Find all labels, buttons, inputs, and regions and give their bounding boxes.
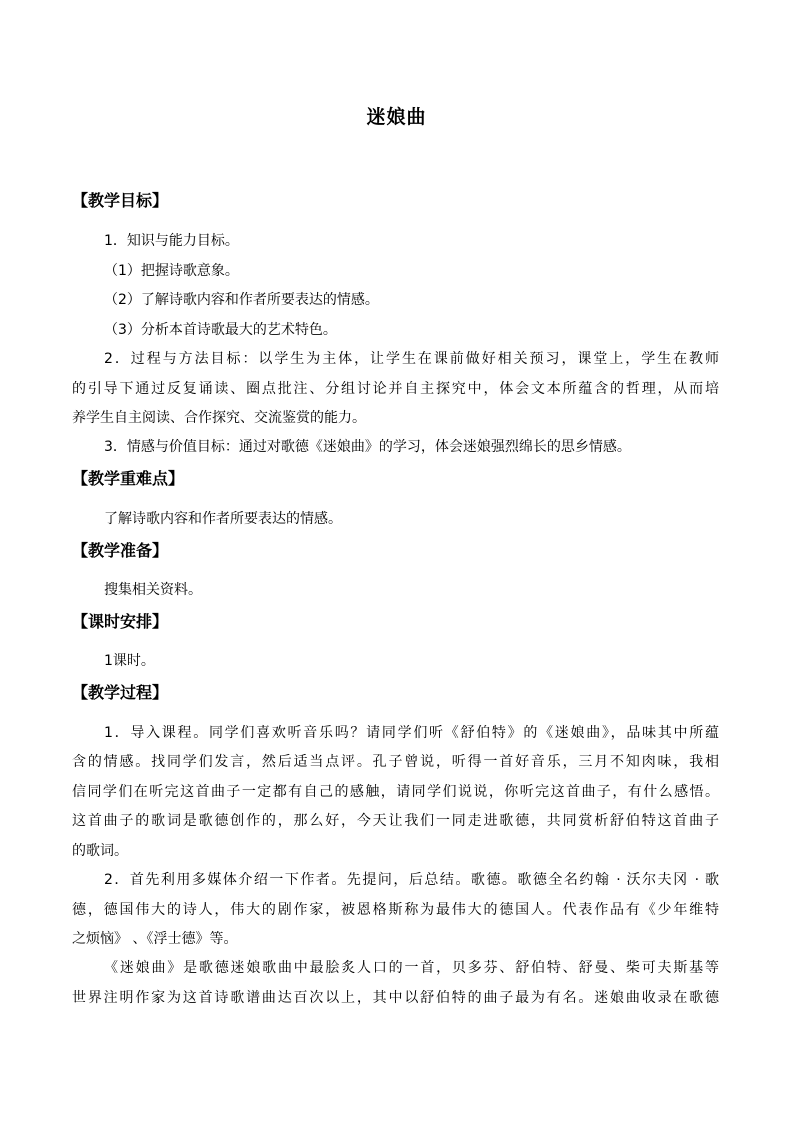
- document-title: 迷娘曲: [366, 106, 427, 128]
- paragraph-line: 含的情感。找同学们发言，然后适当点评。孔子曾说，听得一首好音乐，三月不知肉味，我相: [72, 754, 719, 770]
- paragraph-line: 世界注明作家为这首诗歌谱曲达百次以上，其中以舒伯特的曲子最为有名。迷娘曲收录在歌德: [72, 990, 719, 1006]
- section-heading-keypoints: 【教学重难点】: [72, 469, 185, 488]
- paragraph-line: 搜集相关资料。: [104, 582, 202, 598]
- paragraph-line: 这首曲子的歌词是歌德创作的，那么好，今天让我们一同走进歌德，共同赏析舒伯特这首曲子: [72, 813, 719, 829]
- paragraph-line: 信同学们在听完这首曲子一定都有自己的感触，请同学们说说，你听完这首曲子，有什么感悟。: [72, 784, 719, 800]
- paragraph-line: 德，德国伟大的诗人，伟大的剧作家，被恩格斯称为最伟大的德国人。代表作品有《少年维特: [72, 902, 719, 918]
- paragraph-line: 1．导入课程。同学们喜欢听音乐吗？请同学们听《舒伯特》的《迷娘曲》，品味其中所蕴: [104, 725, 719, 741]
- paragraph-line: （1）把握诗歌意象。: [104, 263, 239, 279]
- section-heading-goals: 【教学目标】: [72, 191, 169, 210]
- paragraph-line: 2．过程与方法目标：以学生为主体，让学生在课前做好相关预习，课堂上，学生在教师: [104, 351, 719, 367]
- paragraph-line: 了解诗歌内容和作者所要表达的情感。: [104, 511, 342, 527]
- paragraph-line: （2）了解诗歌内容和作者所要表达的情感。: [104, 292, 379, 308]
- paragraph-line: 的歌词。: [72, 843, 128, 859]
- paragraph-line: 的引导下通过反复诵读、圈点批注、分组讨论并自主探究中，体会文本所蕴含的哲理，从而培: [72, 381, 719, 397]
- paragraph-line: 之烦恼》 、《浮士德》等。: [72, 931, 238, 947]
- paragraph-line: 3．情感与价值目标：通过对歌德《迷娘曲》的学习，体会迷娘强烈绵长的思乡情感。: [104, 439, 631, 455]
- paragraph-line: 《迷娘曲》是歌德迷娘歌曲中最脍炙人口的一首，贝多芬、舒伯特、舒曼、柴可夫斯基等: [104, 960, 719, 976]
- paragraph-line: 1．知识与能力目标。: [104, 233, 239, 249]
- section-heading-schedule: 【课时安排】: [72, 612, 169, 631]
- paragraph-line: （3）分析本首诗歌最大的艺术特色。: [104, 322, 337, 338]
- section-heading-prep: 【教学准备】: [72, 541, 169, 560]
- paragraph-line: 2．首先利用多媒体介绍一下作者。先提问，后总结。歌德。歌德全名约翰 · 沃尔夫冈 · 歌: [104, 872, 719, 888]
- paragraph-line: 1课时。: [104, 653, 155, 669]
- paragraph-line: 养学生自主阅读、合作探究、交流鉴赏的能力。: [72, 410, 366, 426]
- section-heading-process: 【教学过程】: [72, 683, 169, 702]
